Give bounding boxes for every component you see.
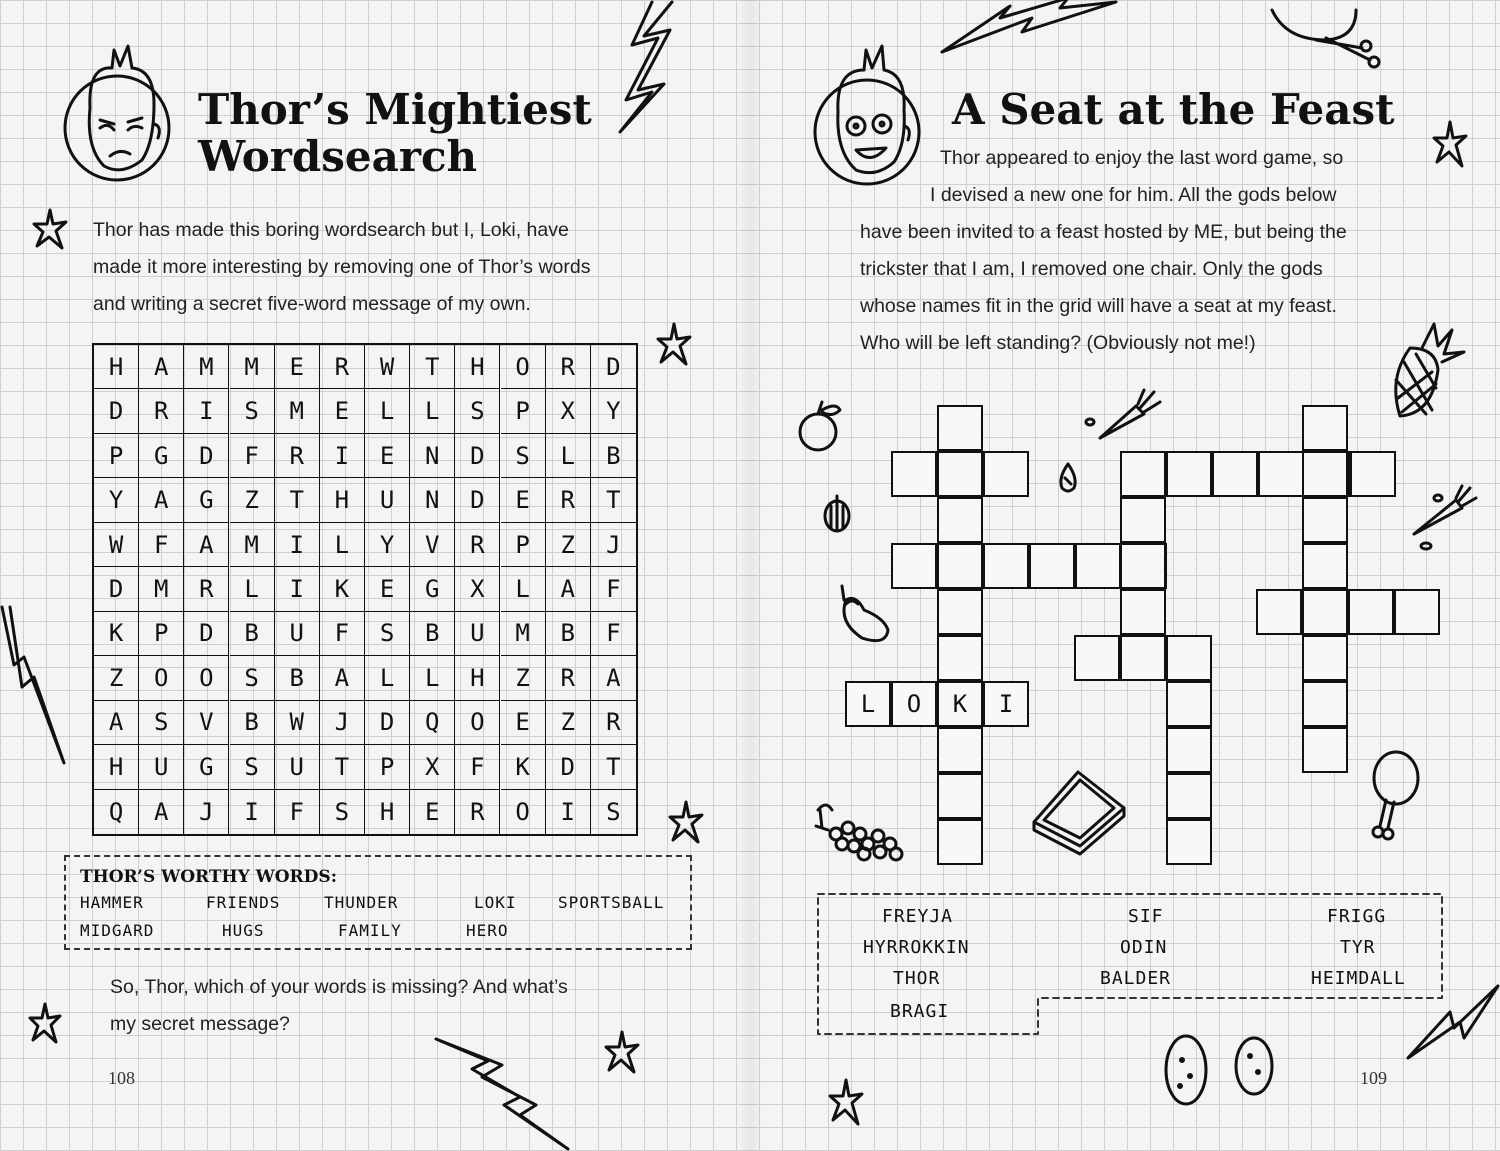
crossword-cell[interactable] [1074, 635, 1120, 681]
wordsearch-cell[interactable]: M [230, 345, 275, 389]
intro-line: Thor appeared to enjoy the last word game, so [940, 147, 1344, 169]
wordsearch-cell[interactable]: Z [501, 656, 546, 700]
lightning-bolt-icon [1404, 982, 1500, 1062]
crossword-cell[interactable] [937, 589, 983, 635]
wordsearch-cell[interactable]: A [139, 790, 184, 834]
wordsearch-cell[interactable]: I [184, 389, 229, 433]
wordsearch-cell[interactable]: T [275, 478, 320, 522]
crossword-cell[interactable] [1166, 819, 1212, 865]
wordsearch-cell[interactable]: S [230, 745, 275, 789]
wordsearch-cell[interactable]: Q [94, 790, 139, 834]
god-name: FRIGG [1327, 906, 1387, 927]
god-name: HEIMDALL [1311, 968, 1406, 989]
crossword-cell[interactable] [983, 543, 1029, 589]
wordsearch-cell[interactable]: E [501, 701, 546, 745]
wordsearch-cell[interactable]: R [455, 523, 500, 567]
wordsearch-cell[interactable]: D [365, 701, 410, 745]
crossword-cell[interactable]: O [891, 681, 937, 727]
wordsearch-cell[interactable]: H [320, 478, 365, 522]
wordsearch-cell[interactable]: G [410, 567, 455, 611]
worthy-word: HUGS [222, 921, 265, 940]
wordsearch-cell[interactable]: S [230, 389, 275, 433]
wordsearch-cell[interactable]: W [94, 523, 139, 567]
grapes-icon [812, 798, 908, 862]
intro-line: and writing a secret five-word message of my own. [93, 293, 531, 315]
crossword-cell[interactable] [1348, 589, 1394, 635]
worthy-word: HAMMER [80, 893, 144, 912]
crossword-cell[interactable] [1302, 589, 1348, 635]
crossword-cell[interactable] [1120, 589, 1166, 635]
star-doodle-icon [32, 208, 68, 250]
wordsearch-cell[interactable]: E [365, 434, 410, 478]
wordsearch-cell[interactable]: I [320, 434, 365, 478]
wordsearch-cell[interactable]: V [410, 523, 455, 567]
wordsearch-cell[interactable]: F [591, 567, 636, 611]
potato-icon [1160, 1030, 1280, 1110]
intro-line: I devised a new one for him. All the gods below [930, 184, 1337, 206]
worthy-word: SPORTSBALL [558, 893, 665, 912]
wordsearch-cell[interactable]: Y [365, 523, 410, 567]
closing-line: So, Thor, which of your words is missing? And what’s [110, 976, 568, 998]
eggplant-icon [836, 582, 894, 646]
worthy-word: THUNDER [324, 893, 399, 912]
page-title [198, 86, 592, 180]
god-name: BALDER [1100, 968, 1172, 989]
wordsearch-cell[interactable]: Y [591, 389, 636, 433]
wordsearch-cell[interactable]: F [275, 790, 320, 834]
wordsearch-cell[interactable]: A [139, 345, 184, 389]
wordsearch-cell[interactable]: S [365, 612, 410, 656]
wordsearch-cell[interactable]: A [320, 656, 365, 700]
crossword-cell[interactable] [937, 727, 983, 773]
crossword-cell[interactable] [1302, 405, 1348, 451]
wordsearch-cell[interactable]: D [94, 389, 139, 433]
crossword-cell[interactable] [937, 635, 983, 681]
star-doodle-icon [828, 1078, 864, 1126]
god-name: SIF [1128, 906, 1164, 927]
wordsearch-cell[interactable]: L [365, 656, 410, 700]
wordsearch-cell[interactable]: S [501, 434, 546, 478]
wordsearch-cell[interactable]: E [275, 345, 320, 389]
wordsearch-cell[interactable]: D [455, 434, 500, 478]
wordsearch-cell[interactable]: O [184, 656, 229, 700]
wordsearch-grid [92, 343, 638, 836]
wordsearch-cell[interactable]: T [320, 745, 365, 789]
wordsearch-cell[interactable]: A [591, 656, 636, 700]
page-number: 109 [1360, 1068, 1387, 1088]
carrot-icon [1082, 388, 1162, 442]
wordsearch-cell[interactable]: R [546, 478, 591, 522]
wordsearch-cell[interactable]: R [320, 345, 365, 389]
wordsearch-cell[interactable]: I [546, 790, 591, 834]
intro-line: whose names fit in the grid will have a seat at my feast. [860, 295, 1337, 317]
worthy-word: LOKI [474, 893, 517, 912]
crossword-cell[interactable] [1166, 635, 1212, 681]
wordsearch-cell[interactable]: T [410, 345, 455, 389]
closing-paragraph [110, 969, 568, 1043]
crossword-cell[interactable] [891, 543, 937, 589]
turkey-icon [1266, 0, 1406, 72]
wordsearch-cell[interactable]: L [546, 434, 591, 478]
wordsearch-cell[interactable]: G [139, 434, 184, 478]
wordsearch-cell[interactable]: F [591, 612, 636, 656]
wordsearch-cell[interactable]: E [365, 567, 410, 611]
wordsearch-cell[interactable]: D [184, 434, 229, 478]
crossword-cell[interactable] [1029, 543, 1075, 589]
right-page [750, 0, 1500, 1151]
intro-line: Thor has made this boring wordsearch but I, Loki, have [93, 219, 569, 241]
wordsearch-cell[interactable]: R [546, 656, 591, 700]
carrot-icon [1408, 486, 1478, 554]
wordsearch-cell[interactable]: K [320, 567, 365, 611]
title-line-2: Wordsearch [198, 132, 478, 181]
wordsearch-cell[interactable]: K [501, 745, 546, 789]
intro-line: have been invited to a feast hosted by ME, but being the [860, 221, 1347, 243]
wordsearch-cell[interactable]: R [139, 389, 184, 433]
wordsearch-cell[interactable]: L [410, 656, 455, 700]
wordsearch-cell[interactable]: N [410, 434, 455, 478]
wordsearch-cell[interactable]: R [184, 567, 229, 611]
wordsearch-cell[interactable]: H [365, 790, 410, 834]
god-name: ODIN [1120, 937, 1168, 958]
wordsearch-cell[interactable]: J [591, 523, 636, 567]
corn-icon [1382, 318, 1468, 424]
wordsearch-cell[interactable]: I [275, 567, 320, 611]
wordsearch-cell[interactable]: Z [546, 701, 591, 745]
intro-paragraph [860, 140, 1347, 362]
star-doodle-icon [656, 322, 692, 366]
wordsearch-cell[interactable]: X [546, 389, 591, 433]
crossword-cell[interactable]: L [845, 681, 891, 727]
wordsearch-cell[interactable]: M [139, 567, 184, 611]
wordsearch-cell[interactable]: R [275, 434, 320, 478]
intro-line: trickster that I am, I removed one chair. Only the gods [860, 258, 1323, 280]
wordsearch-cell[interactable]: U [455, 612, 500, 656]
wordsearch-cell[interactable]: O [139, 656, 184, 700]
apple-icon [796, 400, 846, 454]
wordsearch-cell[interactable]: L [320, 523, 365, 567]
intro-line: made it more interesting by removing one of Thor’s words [93, 256, 591, 278]
wordsearch-cell[interactable]: L [410, 389, 455, 433]
wordsearch-cell[interactable]: D [455, 478, 500, 522]
crossword-cell[interactable] [1120, 451, 1166, 497]
wordsearch-cell[interactable]: T [591, 478, 636, 522]
star-doodle-icon [604, 1030, 640, 1074]
wordsearch-cell[interactable]: H [455, 345, 500, 389]
wordsearch-cell[interactable]: X [410, 745, 455, 789]
wordsearch-cell[interactable]: O [501, 790, 546, 834]
wordsearch-cell[interactable]: S [455, 389, 500, 433]
crossword-cell[interactable] [1302, 543, 1348, 589]
wordsearch-cell[interactable]: Z [94, 656, 139, 700]
wordsearch-cell[interactable]: F [320, 612, 365, 656]
wordsearch-cell[interactable]: D [591, 345, 636, 389]
crossword-cell[interactable] [1394, 589, 1440, 635]
wordsearch-cell[interactable]: R [455, 790, 500, 834]
wordsearch-cell[interactable]: S [230, 656, 275, 700]
wordsearch-cell[interactable]: O [501, 345, 546, 389]
worthy-word: HERO [466, 921, 509, 940]
wordsearch-cell[interactable]: B [275, 656, 320, 700]
crossword-cell[interactable] [1166, 681, 1212, 727]
wordsearch-cell[interactable]: K [94, 612, 139, 656]
wordsearch-cell[interactable]: G [184, 478, 229, 522]
wordsearch-cell[interactable]: E [501, 478, 546, 522]
crossword-cell[interactable] [1166, 727, 1212, 773]
wordsearch-cell[interactable]: V [184, 701, 229, 745]
star-doodle-icon [668, 800, 704, 844]
star-doodle-icon [1432, 120, 1468, 168]
wordsearch-cell[interactable]: D [184, 612, 229, 656]
crossword-cell[interactable]: I [983, 681, 1029, 727]
wordsearch-cell[interactable]: U [275, 612, 320, 656]
crossword-cell[interactable] [1302, 727, 1348, 773]
god-name: FREYJA [882, 906, 954, 927]
wordsearch-cell[interactable]: P [501, 523, 546, 567]
wordsearch-cell[interactable]: T [591, 745, 636, 789]
wordsearch-cell[interactable]: Z [546, 523, 591, 567]
wordsearch-cell[interactable]: M [275, 389, 320, 433]
wordsearch-cell[interactable]: P [365, 745, 410, 789]
god-name: BRAGI [890, 1001, 950, 1022]
wordsearch-cell[interactable]: F [455, 745, 500, 789]
worthy-word: MIDGARD [80, 921, 155, 940]
crossword-cell[interactable] [937, 405, 983, 451]
wordsearch-cell[interactable]: A [94, 701, 139, 745]
wordsearch-cell[interactable]: N [410, 478, 455, 522]
wordsearch-cell[interactable]: O [455, 701, 500, 745]
crossword-cell[interactable] [1302, 681, 1348, 727]
lightning-bolt-icon [940, 0, 1120, 56]
wordsearch-cell[interactable]: L [230, 567, 275, 611]
lightning-bolt-icon [612, 0, 682, 135]
crossword-cell[interactable] [983, 451, 1029, 497]
wordsearch-cell[interactable]: Z [230, 478, 275, 522]
crossword-cell[interactable] [937, 451, 983, 497]
wordsearch-cell[interactable]: D [94, 567, 139, 611]
wordsearch-cell[interactable]: A [184, 523, 229, 567]
wordsearch-cell[interactable]: E [320, 389, 365, 433]
wordsearch-cell[interactable]: B [410, 612, 455, 656]
wordsearch-cell[interactable]: S [139, 701, 184, 745]
wordsearch-cell[interactable]: H [94, 745, 139, 789]
wordsearch-cell[interactable]: W [365, 345, 410, 389]
wordsearch-cell[interactable]: R [546, 345, 591, 389]
wordsearch-cell[interactable]: L [501, 567, 546, 611]
worthy-words-heading: THOR’S WORTHY WORDS: [80, 867, 337, 887]
wordsearch-cell[interactable]: D [546, 745, 591, 789]
wordsearch-cell[interactable]: L [365, 389, 410, 433]
wordsearch-cell[interactable]: M [501, 612, 546, 656]
crossword-cell[interactable] [937, 497, 983, 543]
wordsearch-cell[interactable]: E [410, 790, 455, 834]
wordsearch-cell[interactable]: B [230, 701, 275, 745]
intro-line: Who will be left standing? (Obviously not me!) [860, 332, 1256, 354]
wordsearch-cell[interactable]: P [501, 389, 546, 433]
lightning-bolt-icon [432, 1035, 572, 1151]
crossword-cell[interactable]: K [937, 681, 983, 727]
wordsearch-cell[interactable]: I [275, 523, 320, 567]
god-name: THOR [893, 968, 941, 989]
sandwich-icon [1030, 764, 1130, 848]
wordsearch-cell[interactable]: Q [410, 701, 455, 745]
wordsearch-cell[interactable]: G [184, 745, 229, 789]
crossword-cell[interactable] [891, 451, 937, 497]
wordsearch-cell[interactable]: W [275, 701, 320, 745]
wordsearch-cell[interactable]: U [365, 478, 410, 522]
wordsearch-cell[interactable]: F [139, 523, 184, 567]
wordsearch-cell[interactable]: H [94, 345, 139, 389]
star-doodle-icon [28, 1002, 62, 1044]
worthy-word: FAMILY [338, 921, 402, 940]
wordsearch-cell[interactable]: M [230, 523, 275, 567]
wordsearch-cell[interactable]: Y [94, 478, 139, 522]
onion-icon [822, 494, 852, 534]
wordsearch-cell[interactable]: U [275, 745, 320, 789]
grumpy-thor-face-icon [62, 38, 172, 188]
onion-icon [1056, 460, 1080, 494]
wordsearch-cell[interactable]: J [184, 790, 229, 834]
crossword-cell[interactable] [1256, 589, 1302, 635]
wordsearch-cell[interactable]: J [320, 701, 365, 745]
wordsearch-cell[interactable]: A [139, 478, 184, 522]
page-title: A Seat at the Feast [952, 85, 1395, 134]
wordsearch-cell[interactable]: X [455, 567, 500, 611]
wordsearch-cell[interactable]: A [546, 567, 591, 611]
wordsearch-cell[interactable]: S [606, 797, 621, 826]
wordsearch-cell[interactable]: M [184, 345, 229, 389]
crossword-cell[interactable] [937, 819, 983, 865]
crossword-cell[interactable] [1350, 451, 1396, 497]
intro-paragraph [93, 212, 591, 323]
god-name: HYRROKKIN [863, 937, 970, 958]
worthy-words-box [64, 855, 692, 950]
wordsearch-cell[interactable]: I [230, 790, 275, 834]
page-number: 108 [108, 1068, 135, 1088]
crossword-cell[interactable] [937, 773, 983, 819]
lightning-bolt-icon [0, 605, 70, 765]
crossword-cell[interactable] [1302, 635, 1348, 681]
crossword-cell[interactable] [1120, 543, 1166, 589]
wordsearch-cell[interactable]: P [94, 434, 139, 478]
wordsearch-cell[interactable]: R [591, 701, 636, 745]
crossword-cell[interactable] [1166, 773, 1212, 819]
closing-line: my secret message? [110, 1013, 290, 1035]
crossword-cell[interactable] [1258, 451, 1304, 497]
wordsearch-cell[interactable]: S [320, 790, 365, 834]
worthy-word: FRIENDS [206, 893, 281, 912]
crossword-cell[interactable] [937, 543, 983, 589]
god-name: TYR [1340, 937, 1376, 958]
wordsearch-cell[interactable]: F [230, 434, 275, 478]
crossword-cell[interactable] [1302, 451, 1348, 497]
drumstick-icon [1362, 748, 1424, 844]
wordsearch-cell[interactable]: P [139, 612, 184, 656]
crossword-cell[interactable] [1302, 497, 1348, 543]
crossword-cell[interactable] [1120, 635, 1166, 681]
wordsearch-cell[interactable]: B [230, 612, 275, 656]
crossword-cell[interactable] [1166, 451, 1212, 497]
crossword-cell[interactable] [1075, 543, 1121, 589]
wordsearch-cell[interactable]: H [455, 656, 500, 700]
crossword-cell[interactable] [1212, 451, 1258, 497]
crossword-cell[interactable] [1120, 497, 1166, 543]
wordsearch-cell[interactable]: B [546, 612, 591, 656]
wordsearch-cell[interactable]: U [139, 745, 184, 789]
wordsearch-cell[interactable]: B [591, 434, 636, 478]
title-line-1: Thor’s Mightiest [198, 85, 592, 134]
